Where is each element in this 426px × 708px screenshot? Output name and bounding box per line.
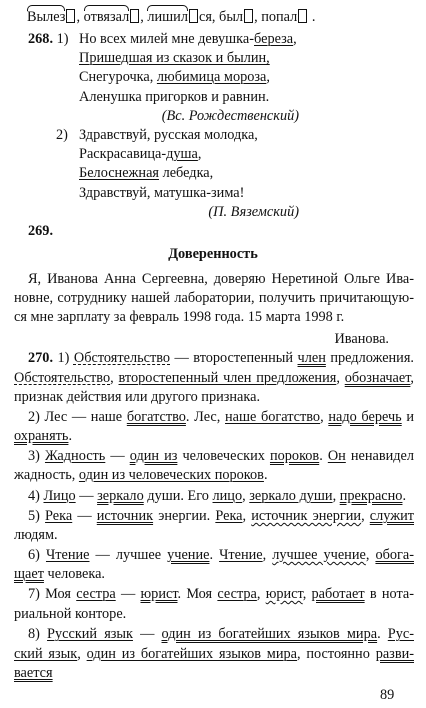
poem-line: Белоснежная лебедка, xyxy=(79,165,214,181)
word: Вылез xyxy=(27,9,66,25)
word: ся xyxy=(198,9,212,25)
poem-line: Снегурочка, любимица мороза, xyxy=(79,69,270,85)
poem-line: Здравствуй, матушка-зима! xyxy=(79,185,245,201)
page-number: 89 xyxy=(380,687,395,703)
paragraph-line: 5) Река — источник энергии. Река, источник энергии, служит xyxy=(28,508,415,524)
paragraph-line: 4) Лицо — зеркало души. Его лицо, зеркало души, прекрасно. xyxy=(28,488,407,504)
paragraph-line: признак действия или другого признака. xyxy=(14,389,261,405)
poem-line: Раскрасавица-душа, xyxy=(79,146,202,162)
paragraph-line: 3) Жадность — один из человеческих пороков. Он ненавидел xyxy=(28,448,415,464)
exercise-number: 268. xyxy=(28,31,54,47)
paragraph-line: щает человека. xyxy=(14,566,106,582)
document-title: Доверенность xyxy=(168,246,258,262)
ending-box-icon xyxy=(130,9,139,23)
word: попал xyxy=(261,9,298,25)
paragraph-line: ский язык, один из богатейших языков мира, постоянно разви- xyxy=(14,646,414,662)
ending-box-icon xyxy=(298,9,307,23)
ending-box-icon xyxy=(66,9,75,23)
paragraph-line: жадность, один из человеческих пороков. xyxy=(14,467,268,483)
word: был xyxy=(219,9,244,25)
paragraph-line: вается xyxy=(14,665,53,681)
author: (П. Вяземский) xyxy=(208,204,299,220)
exercise-number: 270. xyxy=(28,350,54,366)
poem-line: Но всех милей мне девушка-береза, xyxy=(79,31,297,47)
exercise-268-line-1 xyxy=(28,30,69,48)
item-label: 2) xyxy=(56,127,68,143)
word: лишил xyxy=(147,9,188,25)
paragraph-line: ся мне зарплату за февраль 1998 года. 15 марта 1998 г. xyxy=(14,309,345,325)
exercise-270-line: 270. 1) Обстоятельство — второстепенный член предложения. xyxy=(28,350,414,366)
paragraph-line: 7) Моя сестра — юрист. Моя сестра, юрист, работает в нота- xyxy=(28,586,414,602)
paragraph-line: людям. xyxy=(14,527,58,543)
exercise-number: 269. xyxy=(28,223,54,239)
paragraph-line: Обстоятельство, второстепенный член предложения, обозначает, xyxy=(14,370,414,386)
ending-box-icon xyxy=(189,9,198,23)
author: (Вс. Рождественский) xyxy=(161,108,299,124)
poem-line: Аленушка пригорков и равнин. xyxy=(79,89,270,105)
item-label: 1) xyxy=(56,31,69,47)
word: отвязал xyxy=(83,9,130,25)
signature: Иванова. xyxy=(334,331,389,347)
morpheme-line: Вылез , отвязал , лишил ся, был , попал . xyxy=(27,9,316,25)
paragraph-line: охранять. xyxy=(14,428,73,444)
paragraph-line: риальной конторе. xyxy=(14,606,127,622)
paragraph-line: 6) Чтение — лучшее учение. Чтение, лучшее учение, обога- xyxy=(28,547,414,563)
paragraph-line: новне, сотруднику нашей лаборатории, получить причитающую- xyxy=(14,290,414,306)
paragraph-line: Я, Иванова Анна Сергеевна, доверяю Неретиной Ольге Ива- xyxy=(28,271,414,287)
ending-box-icon xyxy=(244,9,253,23)
paragraph-line: 8) Русский язык — один из богатейших языков мира. Рус- xyxy=(28,626,414,642)
paragraph-line: 2) Лес — наше богатство. Лес, наше богатство, надо беречь и xyxy=(28,409,414,425)
poem-line: Пришедшая из сказок и былин, xyxy=(79,50,270,66)
poem-line: Здравствуй, русская молодка, xyxy=(79,127,258,143)
